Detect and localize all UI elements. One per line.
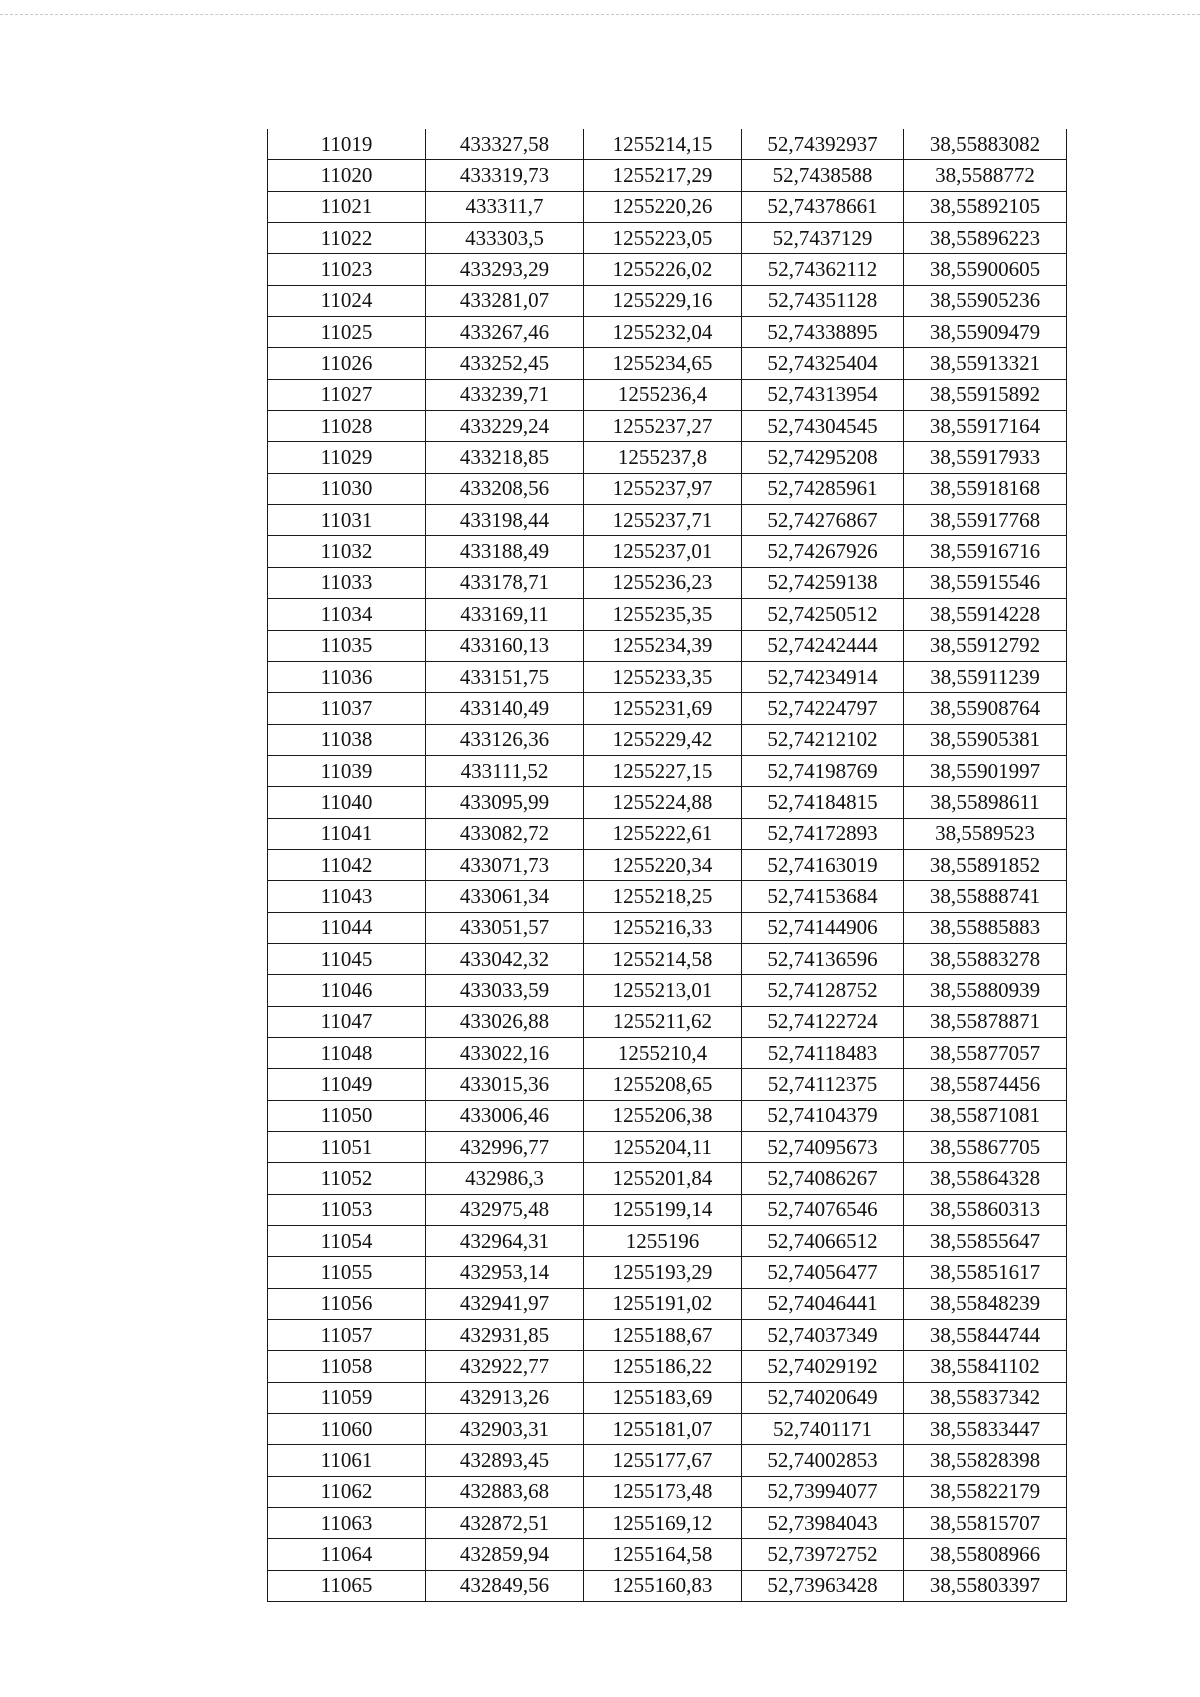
coordinates-table-body [268, 129, 1067, 1602]
table-row [268, 1194, 1067, 1225]
point-number-cell: 11048 [268, 1037, 426, 1068]
longitude-cell: 38,55878871 [904, 1006, 1067, 1037]
point-number-cell: 11050 [268, 1100, 426, 1131]
table-row [268, 912, 1067, 943]
latitude-cell: 52,74224797 [742, 693, 904, 724]
latitude-cell: 52,74267926 [742, 536, 904, 567]
x-coordinate-cell: 432872,51 [426, 1508, 584, 1539]
table-row [268, 1351, 1067, 1382]
y-coordinate-cell: 1255206,38 [584, 1100, 742, 1131]
latitude-cell: 52,74362112 [742, 254, 904, 285]
y-coordinate-cell: 1255193,29 [584, 1257, 742, 1288]
y-coordinate-cell: 1255214,58 [584, 943, 742, 974]
y-coordinate-cell: 1255226,02 [584, 254, 742, 285]
x-coordinate-cell: 432903,31 [426, 1414, 584, 1445]
point-number-cell: 11061 [268, 1445, 426, 1476]
y-coordinate-cell: 1255214,15 [584, 129, 742, 160]
table-row [268, 285, 1067, 316]
x-coordinate-cell: 432849,56 [426, 1570, 584, 1601]
y-coordinate-cell: 1255234,65 [584, 348, 742, 379]
table-row [268, 975, 1067, 1006]
point-number-cell: 11060 [268, 1414, 426, 1445]
x-coordinate-cell: 433042,32 [426, 943, 584, 974]
table-row [268, 1414, 1067, 1445]
x-coordinate-cell: 433229,24 [426, 411, 584, 442]
table-row [268, 1320, 1067, 1351]
point-number-cell: 11065 [268, 1570, 426, 1601]
longitude-cell: 38,5589523 [904, 818, 1067, 849]
table-row [268, 943, 1067, 974]
scan-edge-line [0, 14, 1200, 15]
y-coordinate-cell: 1255236,4 [584, 379, 742, 410]
longitude-cell: 38,55815707 [904, 1508, 1067, 1539]
longitude-cell: 38,55896223 [904, 223, 1067, 254]
y-coordinate-cell: 1255213,01 [584, 975, 742, 1006]
longitude-cell: 38,55848239 [904, 1288, 1067, 1319]
latitude-cell: 52,74104379 [742, 1100, 904, 1131]
longitude-cell: 38,55841102 [904, 1351, 1067, 1382]
point-number-cell: 11046 [268, 975, 426, 1006]
longitude-cell: 38,55909479 [904, 317, 1067, 348]
table-row [268, 1288, 1067, 1319]
latitude-cell: 52,74046441 [742, 1288, 904, 1319]
x-coordinate-cell: 433061,34 [426, 881, 584, 912]
x-coordinate-cell: 433327,58 [426, 129, 584, 160]
longitude-cell: 38,55901997 [904, 755, 1067, 786]
longitude-cell: 38,55911239 [904, 661, 1067, 692]
latitude-cell: 52,73972752 [742, 1539, 904, 1570]
table-row [268, 191, 1067, 222]
latitude-cell: 52,74086267 [742, 1163, 904, 1194]
x-coordinate-cell: 433169,11 [426, 599, 584, 630]
point-number-cell: 11038 [268, 724, 426, 755]
latitude-cell: 52,7401171 [742, 1414, 904, 1445]
longitude-cell: 38,55918168 [904, 473, 1067, 504]
point-number-cell: 11030 [268, 473, 426, 504]
point-number-cell: 11019 [268, 129, 426, 160]
table-row [268, 818, 1067, 849]
latitude-cell: 52,73994077 [742, 1476, 904, 1507]
x-coordinate-cell: 433082,72 [426, 818, 584, 849]
table-row [268, 693, 1067, 724]
y-coordinate-cell: 1255229,16 [584, 285, 742, 316]
latitude-cell: 52,74002853 [742, 1445, 904, 1476]
x-coordinate-cell: 432922,77 [426, 1351, 584, 1382]
point-number-cell: 11055 [268, 1257, 426, 1288]
longitude-cell: 38,55883278 [904, 943, 1067, 974]
x-coordinate-cell: 433051,57 [426, 912, 584, 943]
point-number-cell: 11034 [268, 599, 426, 630]
point-number-cell: 11058 [268, 1351, 426, 1382]
y-coordinate-cell: 1255224,88 [584, 787, 742, 818]
y-coordinate-cell: 1255218,25 [584, 881, 742, 912]
longitude-cell: 38,55871081 [904, 1100, 1067, 1131]
x-coordinate-cell: 433126,36 [426, 724, 584, 755]
longitude-cell: 38,55855647 [904, 1226, 1067, 1257]
longitude-cell: 38,55916716 [904, 536, 1067, 567]
y-coordinate-cell: 1255237,97 [584, 473, 742, 504]
point-number-cell: 11049 [268, 1069, 426, 1100]
table-row [268, 254, 1067, 285]
latitude-cell: 52,74136596 [742, 943, 904, 974]
x-coordinate-cell: 433198,44 [426, 505, 584, 536]
y-coordinate-cell: 1255208,65 [584, 1069, 742, 1100]
x-coordinate-cell: 433293,29 [426, 254, 584, 285]
longitude-cell: 38,55833447 [904, 1414, 1067, 1445]
table-row [268, 661, 1067, 692]
x-coordinate-cell: 433140,49 [426, 693, 584, 724]
x-coordinate-cell: 433071,73 [426, 849, 584, 880]
point-number-cell: 11024 [268, 285, 426, 316]
latitude-cell: 52,74295208 [742, 442, 904, 473]
x-coordinate-cell: 432941,97 [426, 1288, 584, 1319]
table-row [268, 1570, 1067, 1601]
table-row [268, 442, 1067, 473]
y-coordinate-cell: 1255220,26 [584, 191, 742, 222]
table-row [268, 1257, 1067, 1288]
x-coordinate-cell: 432893,45 [426, 1445, 584, 1476]
table-row [268, 1037, 1067, 1068]
latitude-cell: 52,74112375 [742, 1069, 904, 1100]
point-number-cell: 11059 [268, 1382, 426, 1413]
point-number-cell: 11052 [268, 1163, 426, 1194]
y-coordinate-cell: 1255229,42 [584, 724, 742, 755]
latitude-cell: 52,74029192 [742, 1351, 904, 1382]
longitude-cell: 38,55898611 [904, 787, 1067, 818]
point-number-cell: 11051 [268, 1132, 426, 1163]
x-coordinate-cell: 433095,99 [426, 787, 584, 818]
point-number-cell: 11043 [268, 881, 426, 912]
longitude-cell: 38,55874456 [904, 1069, 1067, 1100]
table-row [268, 630, 1067, 661]
point-number-cell: 11040 [268, 787, 426, 818]
table-row [268, 1382, 1067, 1413]
x-coordinate-cell: 433160,13 [426, 630, 584, 661]
y-coordinate-cell: 1255234,39 [584, 630, 742, 661]
table-row [268, 787, 1067, 818]
x-coordinate-cell: 433022,16 [426, 1037, 584, 1068]
table-row [268, 379, 1067, 410]
x-coordinate-cell: 433026,88 [426, 1006, 584, 1037]
longitude-cell: 38,55914228 [904, 599, 1067, 630]
y-coordinate-cell: 1255196 [584, 1226, 742, 1257]
coordinates-table [267, 129, 1067, 1602]
longitude-cell: 38,55867705 [904, 1132, 1067, 1163]
table-row [268, 881, 1067, 912]
table-row [268, 1539, 1067, 1570]
latitude-cell: 52,7438588 [742, 160, 904, 191]
y-coordinate-cell: 1255210,4 [584, 1037, 742, 1068]
y-coordinate-cell: 1255217,29 [584, 160, 742, 191]
longitude-cell: 38,55822179 [904, 1476, 1067, 1507]
table-row [268, 1132, 1067, 1163]
table-row [268, 1445, 1067, 1476]
y-coordinate-cell: 1255199,14 [584, 1194, 742, 1225]
point-number-cell: 11045 [268, 943, 426, 974]
latitude-cell: 52,74242444 [742, 630, 904, 661]
point-number-cell: 11053 [268, 1194, 426, 1225]
longitude-cell: 38,55828398 [904, 1445, 1067, 1476]
table-row [268, 755, 1067, 786]
table-row [268, 317, 1067, 348]
latitude-cell: 52,74234914 [742, 661, 904, 692]
x-coordinate-cell: 433239,71 [426, 379, 584, 410]
x-coordinate-cell: 433252,45 [426, 348, 584, 379]
longitude-cell: 38,55803397 [904, 1570, 1067, 1601]
point-number-cell: 11042 [268, 849, 426, 880]
table-row [268, 599, 1067, 630]
x-coordinate-cell: 433188,49 [426, 536, 584, 567]
y-coordinate-cell: 1255233,35 [584, 661, 742, 692]
x-coordinate-cell: 432913,26 [426, 1382, 584, 1413]
latitude-cell: 52,74198769 [742, 755, 904, 786]
latitude-cell: 52,74066512 [742, 1226, 904, 1257]
point-number-cell: 11028 [268, 411, 426, 442]
table-row [268, 129, 1067, 160]
y-coordinate-cell: 1255186,22 [584, 1351, 742, 1382]
latitude-cell: 52,73963428 [742, 1570, 904, 1601]
table-row [268, 505, 1067, 536]
longitude-cell: 38,55864328 [904, 1163, 1067, 1194]
y-coordinate-cell: 1255164,58 [584, 1539, 742, 1570]
table-row [268, 160, 1067, 191]
point-number-cell: 11031 [268, 505, 426, 536]
point-number-cell: 11021 [268, 191, 426, 222]
point-number-cell: 11063 [268, 1508, 426, 1539]
table-row [268, 473, 1067, 504]
longitude-cell: 38,5588772 [904, 160, 1067, 191]
longitude-cell: 38,55877057 [904, 1037, 1067, 1068]
latitude-cell: 52,74172893 [742, 818, 904, 849]
y-coordinate-cell: 1255231,69 [584, 693, 742, 724]
table-row [268, 567, 1067, 598]
y-coordinate-cell: 1255237,71 [584, 505, 742, 536]
x-coordinate-cell: 432931,85 [426, 1320, 584, 1351]
latitude-cell: 52,74020649 [742, 1382, 904, 1413]
table-row [268, 1069, 1067, 1100]
latitude-cell: 52,74122724 [742, 1006, 904, 1037]
latitude-cell: 52,74285961 [742, 473, 904, 504]
latitude-cell: 52,74153684 [742, 881, 904, 912]
point-number-cell: 11027 [268, 379, 426, 410]
point-number-cell: 11033 [268, 567, 426, 598]
y-coordinate-cell: 1255237,8 [584, 442, 742, 473]
x-coordinate-cell: 433006,46 [426, 1100, 584, 1131]
y-coordinate-cell: 1255183,69 [584, 1382, 742, 1413]
x-coordinate-cell: 432986,3 [426, 1163, 584, 1194]
point-number-cell: 11026 [268, 348, 426, 379]
longitude-cell: 38,55885883 [904, 912, 1067, 943]
longitude-cell: 38,55905381 [904, 724, 1067, 755]
x-coordinate-cell: 433151,75 [426, 661, 584, 692]
latitude-cell: 52,74351128 [742, 285, 904, 316]
point-number-cell: 11041 [268, 818, 426, 849]
latitude-cell: 52,74212102 [742, 724, 904, 755]
y-coordinate-cell: 1255223,05 [584, 223, 742, 254]
longitude-cell: 38,55915546 [904, 567, 1067, 598]
longitude-cell: 38,55917933 [904, 442, 1067, 473]
point-number-cell: 11020 [268, 160, 426, 191]
y-coordinate-cell: 1255204,11 [584, 1132, 742, 1163]
x-coordinate-cell: 433208,56 [426, 473, 584, 504]
longitude-cell: 38,55844744 [904, 1320, 1067, 1351]
y-coordinate-cell: 1255222,61 [584, 818, 742, 849]
point-number-cell: 11037 [268, 693, 426, 724]
x-coordinate-cell: 433281,07 [426, 285, 584, 316]
latitude-cell: 52,74338895 [742, 317, 904, 348]
latitude-cell: 52,74163019 [742, 849, 904, 880]
table-row [268, 849, 1067, 880]
point-number-cell: 11057 [268, 1320, 426, 1351]
y-coordinate-cell: 1255211,62 [584, 1006, 742, 1037]
y-coordinate-cell: 1255232,04 [584, 317, 742, 348]
point-number-cell: 11036 [268, 661, 426, 692]
longitude-cell: 38,55915892 [904, 379, 1067, 410]
y-coordinate-cell: 1255201,84 [584, 1163, 742, 1194]
y-coordinate-cell: 1255220,34 [584, 849, 742, 880]
point-number-cell: 11054 [268, 1226, 426, 1257]
y-coordinate-cell: 1255188,67 [584, 1320, 742, 1351]
x-coordinate-cell: 433015,36 [426, 1069, 584, 1100]
point-number-cell: 11064 [268, 1539, 426, 1570]
latitude-cell: 52,74259138 [742, 567, 904, 598]
latitude-cell: 52,74313954 [742, 379, 904, 410]
longitude-cell: 38,55883082 [904, 129, 1067, 160]
x-coordinate-cell: 432996,77 [426, 1132, 584, 1163]
latitude-cell: 52,74325404 [742, 348, 904, 379]
y-coordinate-cell: 1255191,02 [584, 1288, 742, 1319]
y-coordinate-cell: 1255173,48 [584, 1476, 742, 1507]
x-coordinate-cell: 433033,59 [426, 975, 584, 1006]
y-coordinate-cell: 1255236,23 [584, 567, 742, 598]
latitude-cell: 52,74095673 [742, 1132, 904, 1163]
longitude-cell: 38,55892105 [904, 191, 1067, 222]
point-number-cell: 11056 [268, 1288, 426, 1319]
latitude-cell: 52,73984043 [742, 1508, 904, 1539]
table-row [268, 724, 1067, 755]
y-coordinate-cell: 1255216,33 [584, 912, 742, 943]
longitude-cell: 38,55917768 [904, 505, 1067, 536]
latitude-cell: 52,74304545 [742, 411, 904, 442]
longitude-cell: 38,55913321 [904, 348, 1067, 379]
longitude-cell: 38,55880939 [904, 975, 1067, 1006]
point-number-cell: 11044 [268, 912, 426, 943]
y-coordinate-cell: 1255169,12 [584, 1508, 742, 1539]
longitude-cell: 38,55837342 [904, 1382, 1067, 1413]
longitude-cell: 38,55860313 [904, 1194, 1067, 1225]
y-coordinate-cell: 1255237,27 [584, 411, 742, 442]
x-coordinate-cell: 432859,94 [426, 1539, 584, 1570]
point-number-cell: 11032 [268, 536, 426, 567]
longitude-cell: 38,55912792 [904, 630, 1067, 661]
y-coordinate-cell: 1255181,07 [584, 1414, 742, 1445]
x-coordinate-cell: 433218,85 [426, 442, 584, 473]
x-coordinate-cell: 432953,14 [426, 1257, 584, 1288]
y-coordinate-cell: 1255237,01 [584, 536, 742, 567]
longitude-cell: 38,55888741 [904, 881, 1067, 912]
table-row [268, 536, 1067, 567]
longitude-cell: 38,55808966 [904, 1539, 1067, 1570]
longitude-cell: 38,55908764 [904, 693, 1067, 724]
point-number-cell: 11022 [268, 223, 426, 254]
longitude-cell: 38,55891852 [904, 849, 1067, 880]
table-row [268, 1226, 1067, 1257]
x-coordinate-cell: 433319,73 [426, 160, 584, 191]
longitude-cell: 38,55900605 [904, 254, 1067, 285]
table-row [268, 348, 1067, 379]
latitude-cell: 52,74378661 [742, 191, 904, 222]
x-coordinate-cell: 433267,46 [426, 317, 584, 348]
point-number-cell: 11039 [268, 755, 426, 786]
x-coordinate-cell: 432964,31 [426, 1226, 584, 1257]
point-number-cell: 11035 [268, 630, 426, 661]
longitude-cell: 38,55905236 [904, 285, 1067, 316]
y-coordinate-cell: 1255160,83 [584, 1570, 742, 1601]
table-row [268, 411, 1067, 442]
y-coordinate-cell: 1255235,35 [584, 599, 742, 630]
longitude-cell: 38,55851617 [904, 1257, 1067, 1288]
x-coordinate-cell: 433178,71 [426, 567, 584, 598]
latitude-cell: 52,74118483 [742, 1037, 904, 1068]
point-number-cell: 11023 [268, 254, 426, 285]
latitude-cell: 52,74037349 [742, 1320, 904, 1351]
x-coordinate-cell: 433311,7 [426, 191, 584, 222]
latitude-cell: 52,74076546 [742, 1194, 904, 1225]
latitude-cell: 52,74392937 [742, 129, 904, 160]
latitude-cell: 52,74184815 [742, 787, 904, 818]
table-row [268, 1100, 1067, 1131]
latitude-cell: 52,74128752 [742, 975, 904, 1006]
y-coordinate-cell: 1255227,15 [584, 755, 742, 786]
x-coordinate-cell: 433303,5 [426, 223, 584, 254]
table-row [268, 1476, 1067, 1507]
table-row [268, 1006, 1067, 1037]
longitude-cell: 38,55917164 [904, 411, 1067, 442]
latitude-cell: 52,7437129 [742, 223, 904, 254]
y-coordinate-cell: 1255177,67 [584, 1445, 742, 1476]
table-row [268, 1508, 1067, 1539]
x-coordinate-cell: 432975,48 [426, 1194, 584, 1225]
point-number-cell: 11025 [268, 317, 426, 348]
x-coordinate-cell: 432883,68 [426, 1476, 584, 1507]
x-coordinate-cell: 433111,52 [426, 755, 584, 786]
table-row [268, 223, 1067, 254]
latitude-cell: 52,74276867 [742, 505, 904, 536]
table-row [268, 1163, 1067, 1194]
latitude-cell: 52,74250512 [742, 599, 904, 630]
latitude-cell: 52,74144906 [742, 912, 904, 943]
point-number-cell: 11062 [268, 1476, 426, 1507]
point-number-cell: 11047 [268, 1006, 426, 1037]
point-number-cell: 11029 [268, 442, 426, 473]
latitude-cell: 52,74056477 [742, 1257, 904, 1288]
